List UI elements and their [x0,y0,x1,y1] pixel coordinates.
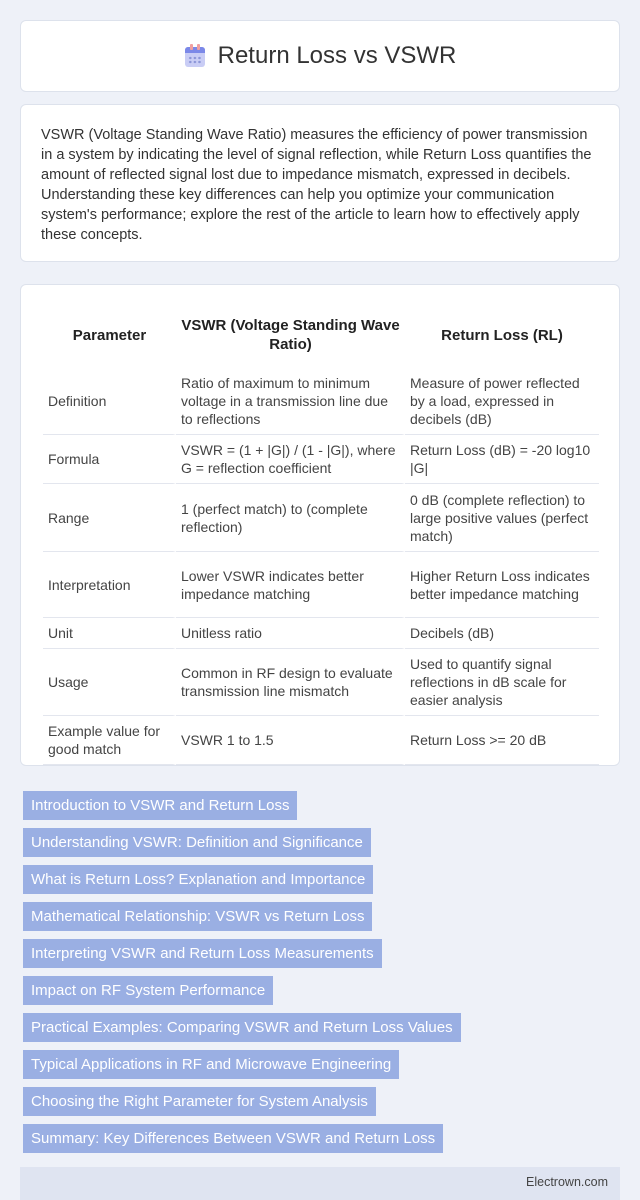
table-cell: Return Loss >= 20 dB [405,716,599,765]
table-row [43,435,599,484]
table-cell: VSWR = (1 + |G|) / (1 - |G|), where G = reflection coefficient [176,435,405,484]
header-card [20,20,620,92]
table-cell: 0 dB (complete reflection) to large positive values (perfect match) [405,484,599,552]
table-cell: Higher Return Loss indicates better impedance matching [405,552,599,618]
table-cell: Decibels (dB) [405,618,599,649]
toc-link-choosing-parameter[interactable]: Choosing the Right Parameter for System Analysis [23,1087,376,1116]
intro-text: VSWR (Voltage Standing Wave Ratio) measures the efficiency of power transmission in a system by indicating the level of signal reflection, while Return Loss quantifies the amount of reflected signal lost due to impedance mismatch, expressed in decibels. Understanding these key differences can help you optimize your communication system's performance; explore the rest of the article to learn how to effectively apply these concepts. [41,127,592,243]
header-vswr: VSWR (Voltage Standing Wave Ratio) [181,317,400,353]
table-row [43,552,599,618]
toc-link-what-is-return-loss[interactable]: What is Return Loss? Explanation and Importance [23,865,373,894]
calendar-icon [184,44,206,68]
table-cell: Range [43,484,176,552]
table-cell: Return Loss (dB) = -20 log10 |G| [405,435,599,484]
toc-link-understanding-vswr[interactable]: Understanding VSWR: Definition and Significance [23,828,371,857]
table-cell: Example value for good match [43,716,176,765]
table-cell: Lower VSWR indicates better impedance matching [176,552,405,618]
comparison-table-card [20,284,620,766]
header-return-loss: Return Loss (RL) [441,326,563,344]
toc-link-mathematical-relationship[interactable]: Mathematical Relationship: VSWR vs Return Loss [23,902,372,931]
table-cell: VSWR 1 to 1.5 [176,716,405,765]
table-cell: Ratio of maximum to minimum voltage in a transmission line due to reflections [176,367,405,435]
toc-link-impact-rf-performance[interactable]: Impact on RF System Performance [23,976,273,1005]
table-row [43,716,599,765]
table-row [43,367,599,435]
table-cell: Unit [43,618,176,649]
toc-link-introduction[interactable]: Introduction to VSWR and Return Loss [23,791,297,820]
header-parameter: Parameter [72,326,147,344]
table-cell: Unitless ratio [176,618,405,649]
page-title: Return Loss vs VSWR [217,42,457,69]
toc-link-typical-applications[interactable]: Typical Applications in RF and Microwave Engineering [23,1050,399,1079]
comparison-table [43,305,599,765]
table-cell: Usage [43,649,176,716]
intro-card [20,104,620,262]
footer-site-name[interactable]: Electrown.com [526,1175,608,1189]
table-cell: 1 (perfect match) to (complete reflection) [176,484,405,552]
table-cell: Formula [43,435,176,484]
toc-link-interpreting-measurements[interactable]: Interpreting VSWR and Return Loss Measurements [23,939,382,968]
table-row [43,484,599,552]
toc-link-practical-examples[interactable]: Practical Examples: Comparing VSWR and Return Loss Values [23,1013,461,1042]
toc-link-summary[interactable]: Summary: Key Differences Between VSWR and Return Loss [23,1124,443,1153]
table-cell: Used to quantify signal reflections in dB scale for easier analysis [405,649,599,716]
table-cell: Measure of power reflected by a load, expressed in decibels (dB) [405,367,599,435]
table-cell: Common in RF design to evaluate transmission line mismatch [176,649,405,716]
table-row [43,618,599,649]
table-cell: Interpretation [43,552,176,618]
footer [20,1167,620,1200]
table-row [43,649,599,716]
table-cell: Definition [43,367,176,435]
